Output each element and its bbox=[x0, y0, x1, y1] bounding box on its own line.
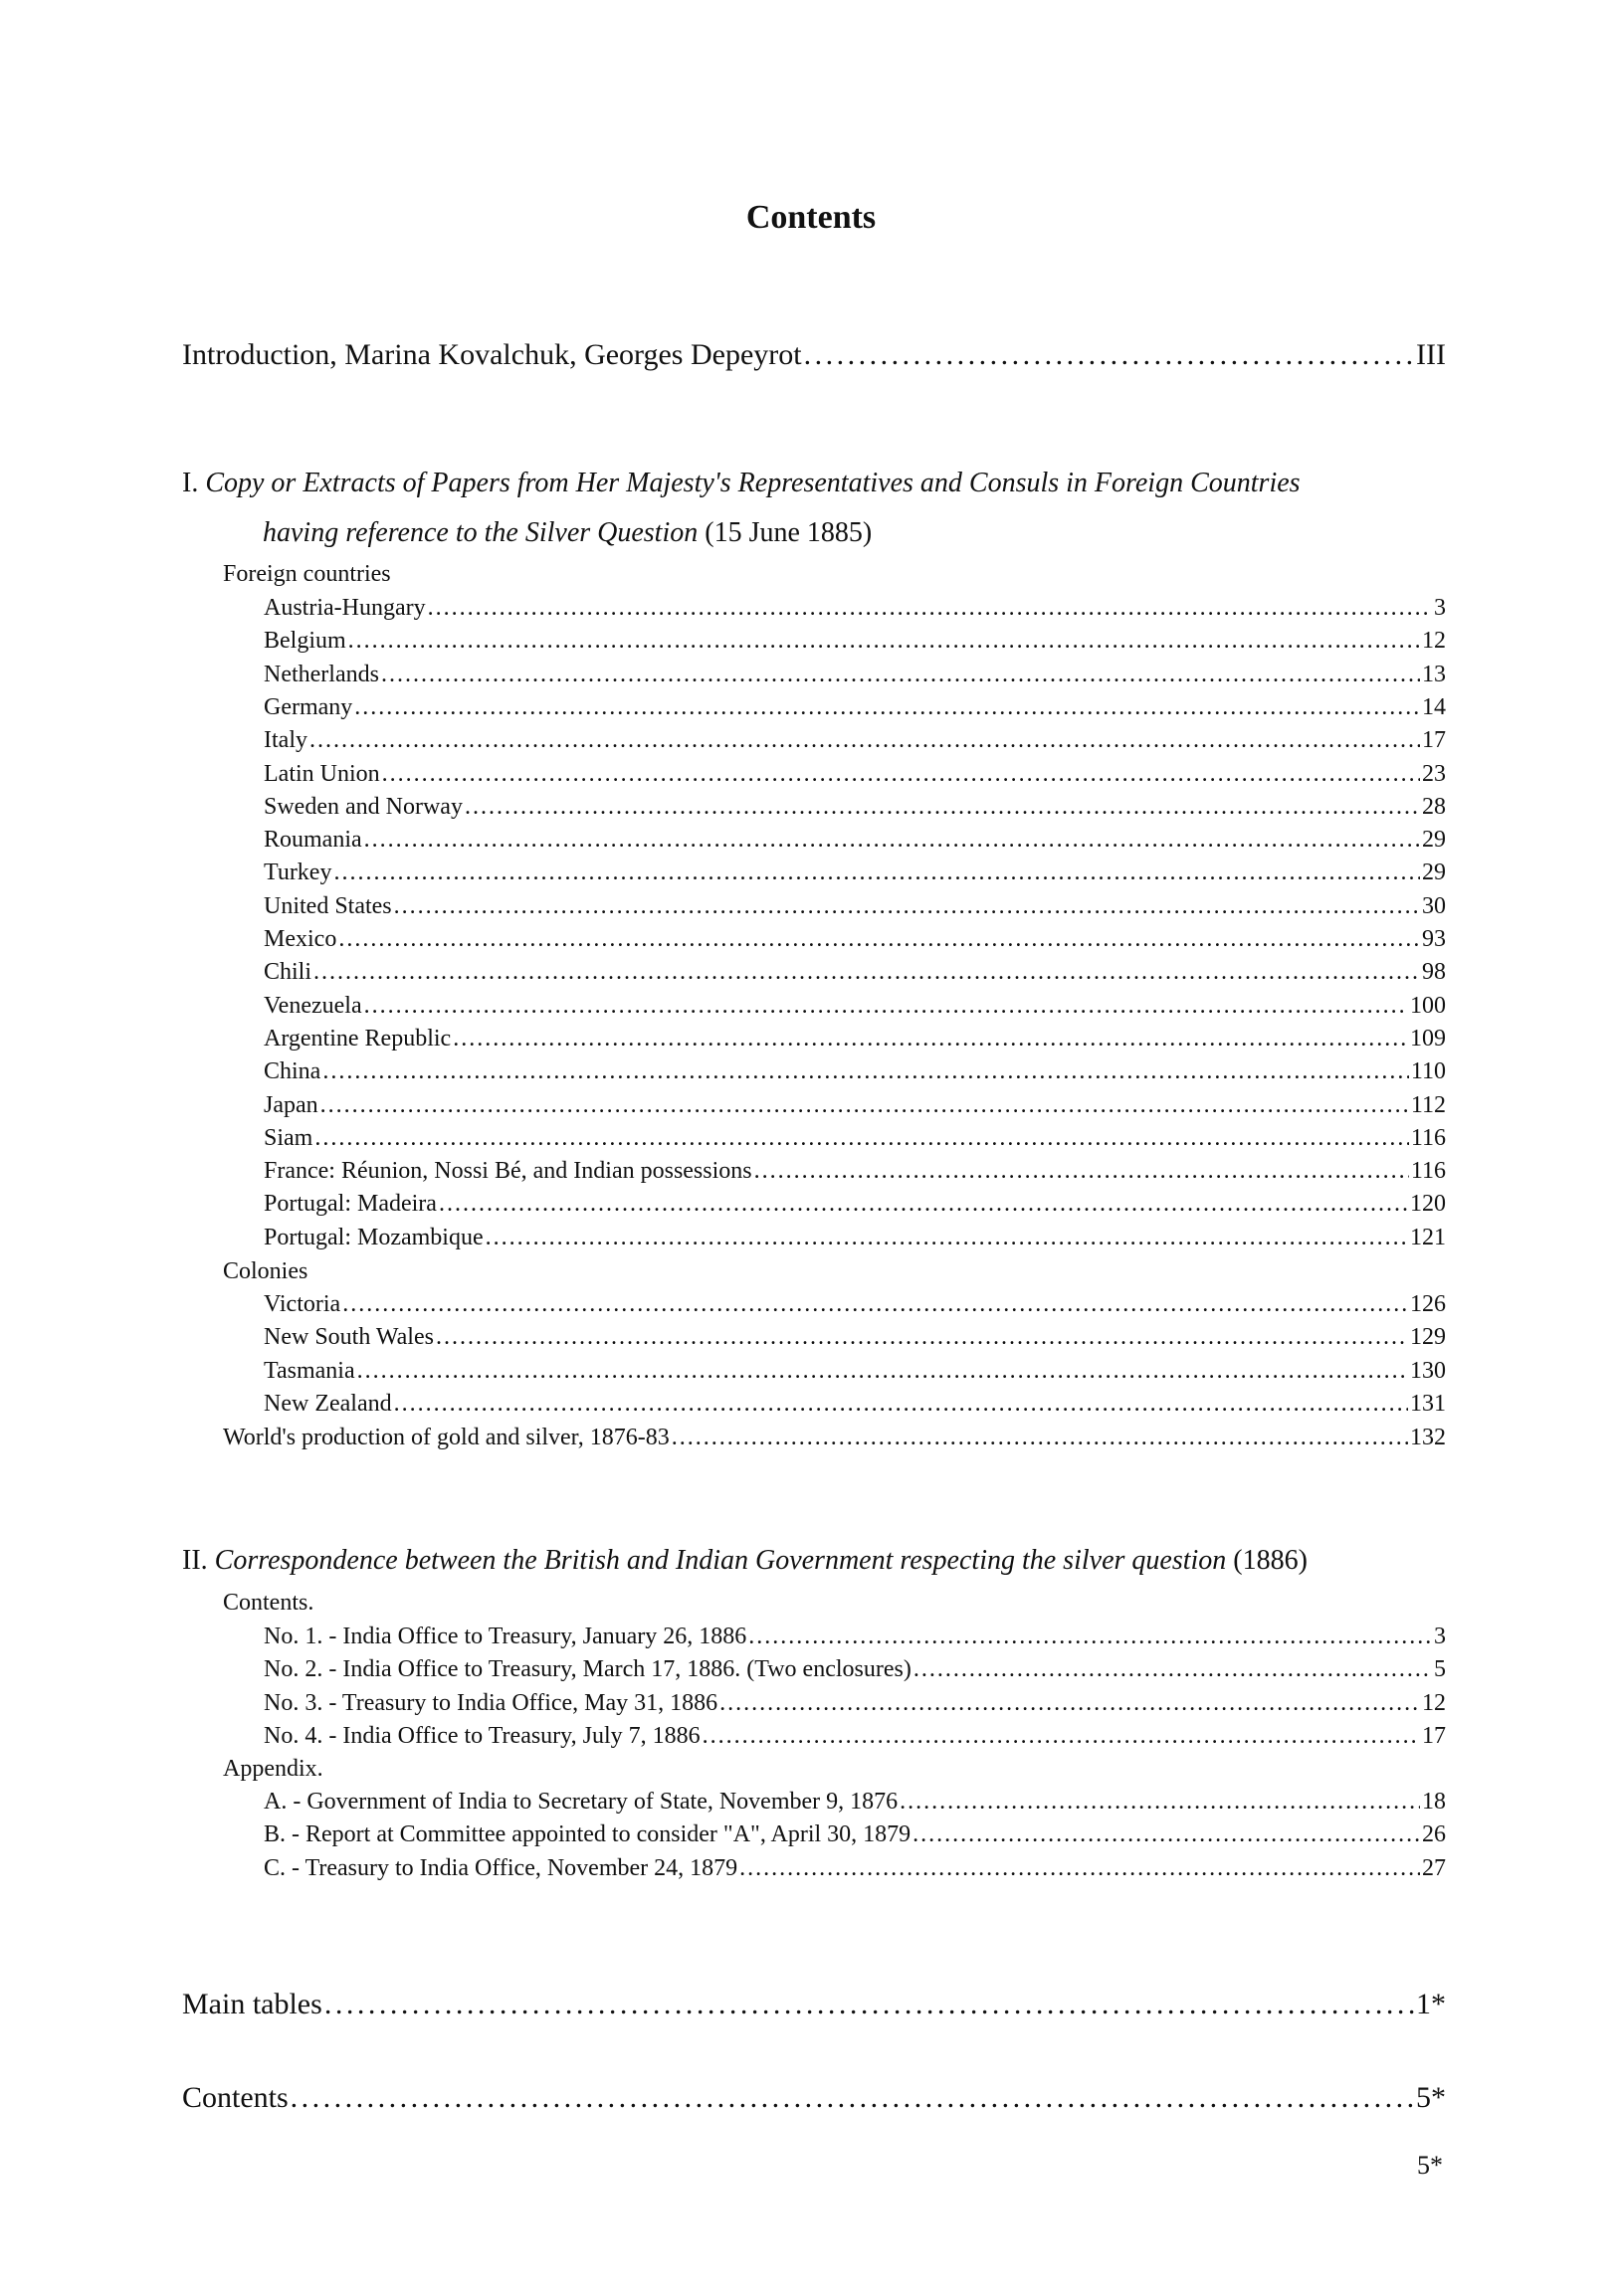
toc-entry-page: 130 bbox=[1410, 1357, 1446, 1384]
page-number: 5* bbox=[1417, 2151, 1443, 2180]
toc-entry-page: 112 bbox=[1410, 1091, 1446, 1118]
toc-entry-label: Main tables bbox=[182, 1988, 322, 2020]
leader-dots bbox=[313, 959, 1420, 986]
toc-entry[interactable] bbox=[264, 1391, 1446, 1418]
toc-entry-label: Belgium bbox=[264, 628, 346, 655]
toc-entry[interactable] bbox=[264, 761, 1446, 788]
part2-number: II. bbox=[182, 1545, 208, 1576]
toc-entry-page: 3 bbox=[1434, 595, 1446, 621]
foreign-countries-heading: Foreign countries bbox=[223, 561, 391, 587]
toc-entry[interactable] bbox=[264, 727, 1446, 754]
leader-dots bbox=[804, 338, 1414, 372]
leader-dots bbox=[314, 1125, 1409, 1152]
leader-dots bbox=[754, 1158, 1409, 1185]
toc-entry[interactable] bbox=[264, 1821, 1446, 1848]
leader-dots bbox=[748, 1624, 1432, 1650]
toc-entry[interactable] bbox=[264, 794, 1446, 821]
toc-entry-page: 17 bbox=[1422, 727, 1446, 754]
toc-entry[interactable] bbox=[264, 595, 1446, 622]
toc-entry-page: 13 bbox=[1422, 661, 1446, 687]
toc-entry-label: France: Réunion, Nossi Bé, and Indian possessions bbox=[264, 1158, 752, 1185]
leader-dots bbox=[486, 1225, 1408, 1251]
toc-entry-label: Latin Union bbox=[264, 760, 380, 787]
leader-dots bbox=[320, 1092, 1409, 1119]
toc-entry-page: 27 bbox=[1422, 1854, 1446, 1881]
toc-entry[interactable] bbox=[264, 959, 1446, 986]
toc-entry-label: Netherlands bbox=[264, 661, 379, 687]
toc-entry[interactable] bbox=[264, 1125, 1446, 1152]
toc-entry-label: Austria-Hungary bbox=[264, 595, 426, 621]
toc-entry-label: C. - Treasury to India Office, November 24, 1879 bbox=[264, 1854, 738, 1881]
toc-entry-page: 126 bbox=[1410, 1291, 1446, 1317]
toc-entry-label: B. - Report at Committee appointed to consider "A", April 30, 1879 bbox=[264, 1821, 912, 1848]
toc-entry-page: 12 bbox=[1422, 628, 1446, 655]
toc-entry-page: 109 bbox=[1410, 1025, 1446, 1052]
toc-entry-page: 120 bbox=[1410, 1191, 1446, 1218]
leader-dots bbox=[342, 1291, 1408, 1318]
toc-entry-label: Portugal: Madeira bbox=[264, 1191, 437, 1218]
toc-entry-page: 100 bbox=[1410, 992, 1446, 1019]
toc-entry[interactable] bbox=[264, 1026, 1446, 1052]
toc-entry-label: Contents bbox=[182, 2081, 289, 2114]
toc-entry[interactable] bbox=[264, 893, 1446, 920]
toc-entry-page: 18 bbox=[1422, 1789, 1446, 1815]
toc-entry-contents[interactable] bbox=[182, 2081, 1446, 2115]
leader-dots bbox=[913, 1656, 1432, 1683]
toc-entry[interactable] bbox=[264, 1324, 1446, 1351]
toc-entry-page: 129 bbox=[1410, 1324, 1446, 1351]
leader-dots bbox=[324, 1988, 1414, 2021]
leader-dots bbox=[428, 595, 1432, 622]
part2-contents-heading: Contents. bbox=[223, 1590, 314, 1616]
toc-entry-page: 29 bbox=[1422, 860, 1446, 886]
toc-entry-page: 132 bbox=[1410, 1425, 1446, 1450]
toc-entry-page: 17 bbox=[1422, 1722, 1446, 1749]
toc-entry-label: Sweden and Norway bbox=[264, 793, 463, 820]
toc-entry-introduction[interactable] bbox=[182, 338, 1446, 372]
colonies-heading: Colonies bbox=[223, 1258, 308, 1284]
part2-title: Correspondence between the British and Indian Government respecting the silver question bbox=[214, 1545, 1227, 1576]
part2-heading bbox=[182, 1545, 1446, 1577]
leader-dots bbox=[672, 1425, 1408, 1451]
toc-entry[interactable] bbox=[264, 1092, 1446, 1119]
toc-entry[interactable] bbox=[264, 926, 1446, 953]
toc-entry-label: Argentine Republic bbox=[264, 1025, 452, 1052]
toc-entry[interactable] bbox=[264, 662, 1446, 688]
toc-entry-label: United States bbox=[264, 892, 392, 919]
appendix-heading: Appendix. bbox=[223, 1756, 323, 1782]
toc-entry[interactable] bbox=[264, 827, 1446, 854]
toc-entry-page: 12 bbox=[1422, 1689, 1446, 1716]
toc-entry-label: New South Wales bbox=[264, 1324, 434, 1351]
part1-date: (15 June 1885) bbox=[705, 517, 873, 548]
toc-entry-world-production[interactable] bbox=[223, 1425, 1446, 1451]
leader-dots bbox=[912, 1821, 1420, 1848]
toc-entry-label: Siam bbox=[264, 1124, 313, 1151]
toc-entry[interactable] bbox=[264, 1225, 1446, 1251]
leader-dots bbox=[291, 2081, 1414, 2115]
leader-dots bbox=[394, 1391, 1408, 1418]
leader-dots bbox=[338, 926, 1420, 953]
toc-entry-page: 3 bbox=[1434, 1624, 1446, 1649]
leader-dots bbox=[900, 1789, 1420, 1816]
toc-entry-label: Venezuela bbox=[264, 992, 362, 1019]
toc-entry[interactable] bbox=[264, 1358, 1446, 1385]
toc-entry-main-tables[interactable] bbox=[182, 1988, 1446, 2021]
toc-entry[interactable] bbox=[264, 1789, 1446, 1816]
leader-dots bbox=[354, 694, 1420, 721]
toc-entry-page: 26 bbox=[1422, 1821, 1446, 1848]
toc-entry-page: III bbox=[1416, 338, 1446, 371]
leader-dots bbox=[439, 1191, 1408, 1218]
toc-entry-page: 98 bbox=[1422, 959, 1446, 986]
toc-entry-label: Mexico bbox=[264, 926, 337, 952]
toc-entry-page: 14 bbox=[1422, 693, 1446, 720]
toc-entry-page: 23 bbox=[1422, 760, 1446, 787]
toc-entry-page: 1* bbox=[1416, 1988, 1446, 2020]
toc-entry-label: Italy bbox=[264, 727, 307, 754]
toc-entry-label: Victoria bbox=[264, 1291, 341, 1317]
toc-entry-page: 121 bbox=[1410, 1224, 1446, 1250]
toc-entry-page: 30 bbox=[1422, 892, 1446, 919]
leader-dots bbox=[348, 628, 1420, 655]
toc-entry-label: No. 4. - India Office to Treasury, July 7, 1886 bbox=[264, 1722, 701, 1749]
toc-entry-label: Portugal: Mozambique bbox=[264, 1224, 484, 1250]
leader-dots bbox=[394, 893, 1420, 920]
toc-entry[interactable] bbox=[264, 1723, 1446, 1750]
leader-dots bbox=[453, 1026, 1408, 1052]
part1-heading-line1 bbox=[182, 468, 1446, 499]
toc-entry[interactable] bbox=[264, 1690, 1446, 1717]
leader-dots bbox=[364, 993, 1408, 1020]
leader-dots bbox=[381, 662, 1420, 688]
toc-entry-page: 116 bbox=[1410, 1158, 1446, 1185]
leader-dots bbox=[357, 1358, 1408, 1385]
part1-number: I. bbox=[182, 468, 199, 498]
toc-entry-page: 28 bbox=[1422, 793, 1446, 820]
toc-entry-label: Introduction, Marina Kovalchuk, Georges Depeyrot bbox=[182, 338, 802, 371]
toc-entry-label: Turkey bbox=[264, 860, 332, 886]
toc-entry[interactable] bbox=[264, 1656, 1446, 1683]
toc-entry[interactable] bbox=[264, 1624, 1446, 1650]
toc-entry-label: Germany bbox=[264, 693, 353, 720]
toc-entry[interactable] bbox=[264, 694, 1446, 721]
toc-entry[interactable] bbox=[264, 1855, 1446, 1882]
toc-entry-label: New Zealand bbox=[264, 1390, 392, 1417]
toc-entry-label: Japan bbox=[264, 1091, 318, 1118]
toc-entry-label: World's production of gold and silver, 1876-83 bbox=[223, 1425, 670, 1450]
toc-entry-label: Roumania bbox=[264, 827, 362, 854]
leader-dots bbox=[739, 1855, 1420, 1882]
toc-entry[interactable] bbox=[264, 1058, 1446, 1085]
toc-entry[interactable] bbox=[264, 1291, 1446, 1318]
toc-entry[interactable] bbox=[264, 1158, 1446, 1185]
leader-dots bbox=[309, 727, 1420, 754]
toc-entry[interactable] bbox=[264, 860, 1446, 886]
part1-heading-line2 bbox=[263, 517, 1526, 549]
toc-entry-label: No. 2. - India Office to Treasury, March 17, 1886. (Two enclosures) bbox=[264, 1656, 912, 1683]
toc-entry-page: 110 bbox=[1410, 1058, 1446, 1085]
toc-entry-page: 116 bbox=[1410, 1124, 1446, 1151]
part1-title-line1: Copy or Extracts of Papers from Her Majesty's Representatives and Consuls in Foreign Countries bbox=[205, 468, 1301, 498]
toc-entry-page: 5 bbox=[1434, 1656, 1446, 1683]
part2-date: (1886) bbox=[1233, 1545, 1308, 1576]
part1-title-line2: having reference to the Silver Question bbox=[263, 517, 699, 548]
leader-dots bbox=[364, 827, 1420, 854]
leader-dots bbox=[703, 1723, 1420, 1750]
toc-entry[interactable] bbox=[264, 628, 1446, 655]
page-title: Contents bbox=[745, 199, 877, 236]
toc-entry-label: A. - Government of India to Secretary of State, November 9, 1876 bbox=[264, 1789, 899, 1815]
toc-entry-page: 93 bbox=[1422, 926, 1446, 952]
leader-dots bbox=[333, 860, 1420, 886]
toc-entry-label: Tasmania bbox=[264, 1357, 355, 1384]
leader-dots bbox=[322, 1058, 1409, 1085]
toc-entry-label: No. 1. - India Office to Treasury, January 26, 1886 bbox=[264, 1624, 747, 1649]
toc-entry-label: Chili bbox=[264, 959, 312, 986]
leader-dots bbox=[382, 761, 1420, 788]
toc-entry-page: 29 bbox=[1422, 827, 1446, 854]
toc-entry[interactable] bbox=[264, 993, 1446, 1020]
toc-entry-page: 5* bbox=[1416, 2081, 1446, 2114]
toc-entry-label: China bbox=[264, 1058, 321, 1085]
leader-dots bbox=[465, 794, 1420, 821]
toc-entry-label: No. 3. - Treasury to India Office, May 31, 1886 bbox=[264, 1689, 718, 1716]
leader-dots bbox=[436, 1324, 1408, 1351]
toc-entry-page: 131 bbox=[1410, 1390, 1446, 1417]
leader-dots bbox=[719, 1690, 1420, 1717]
toc-entry[interactable] bbox=[264, 1191, 1446, 1218]
